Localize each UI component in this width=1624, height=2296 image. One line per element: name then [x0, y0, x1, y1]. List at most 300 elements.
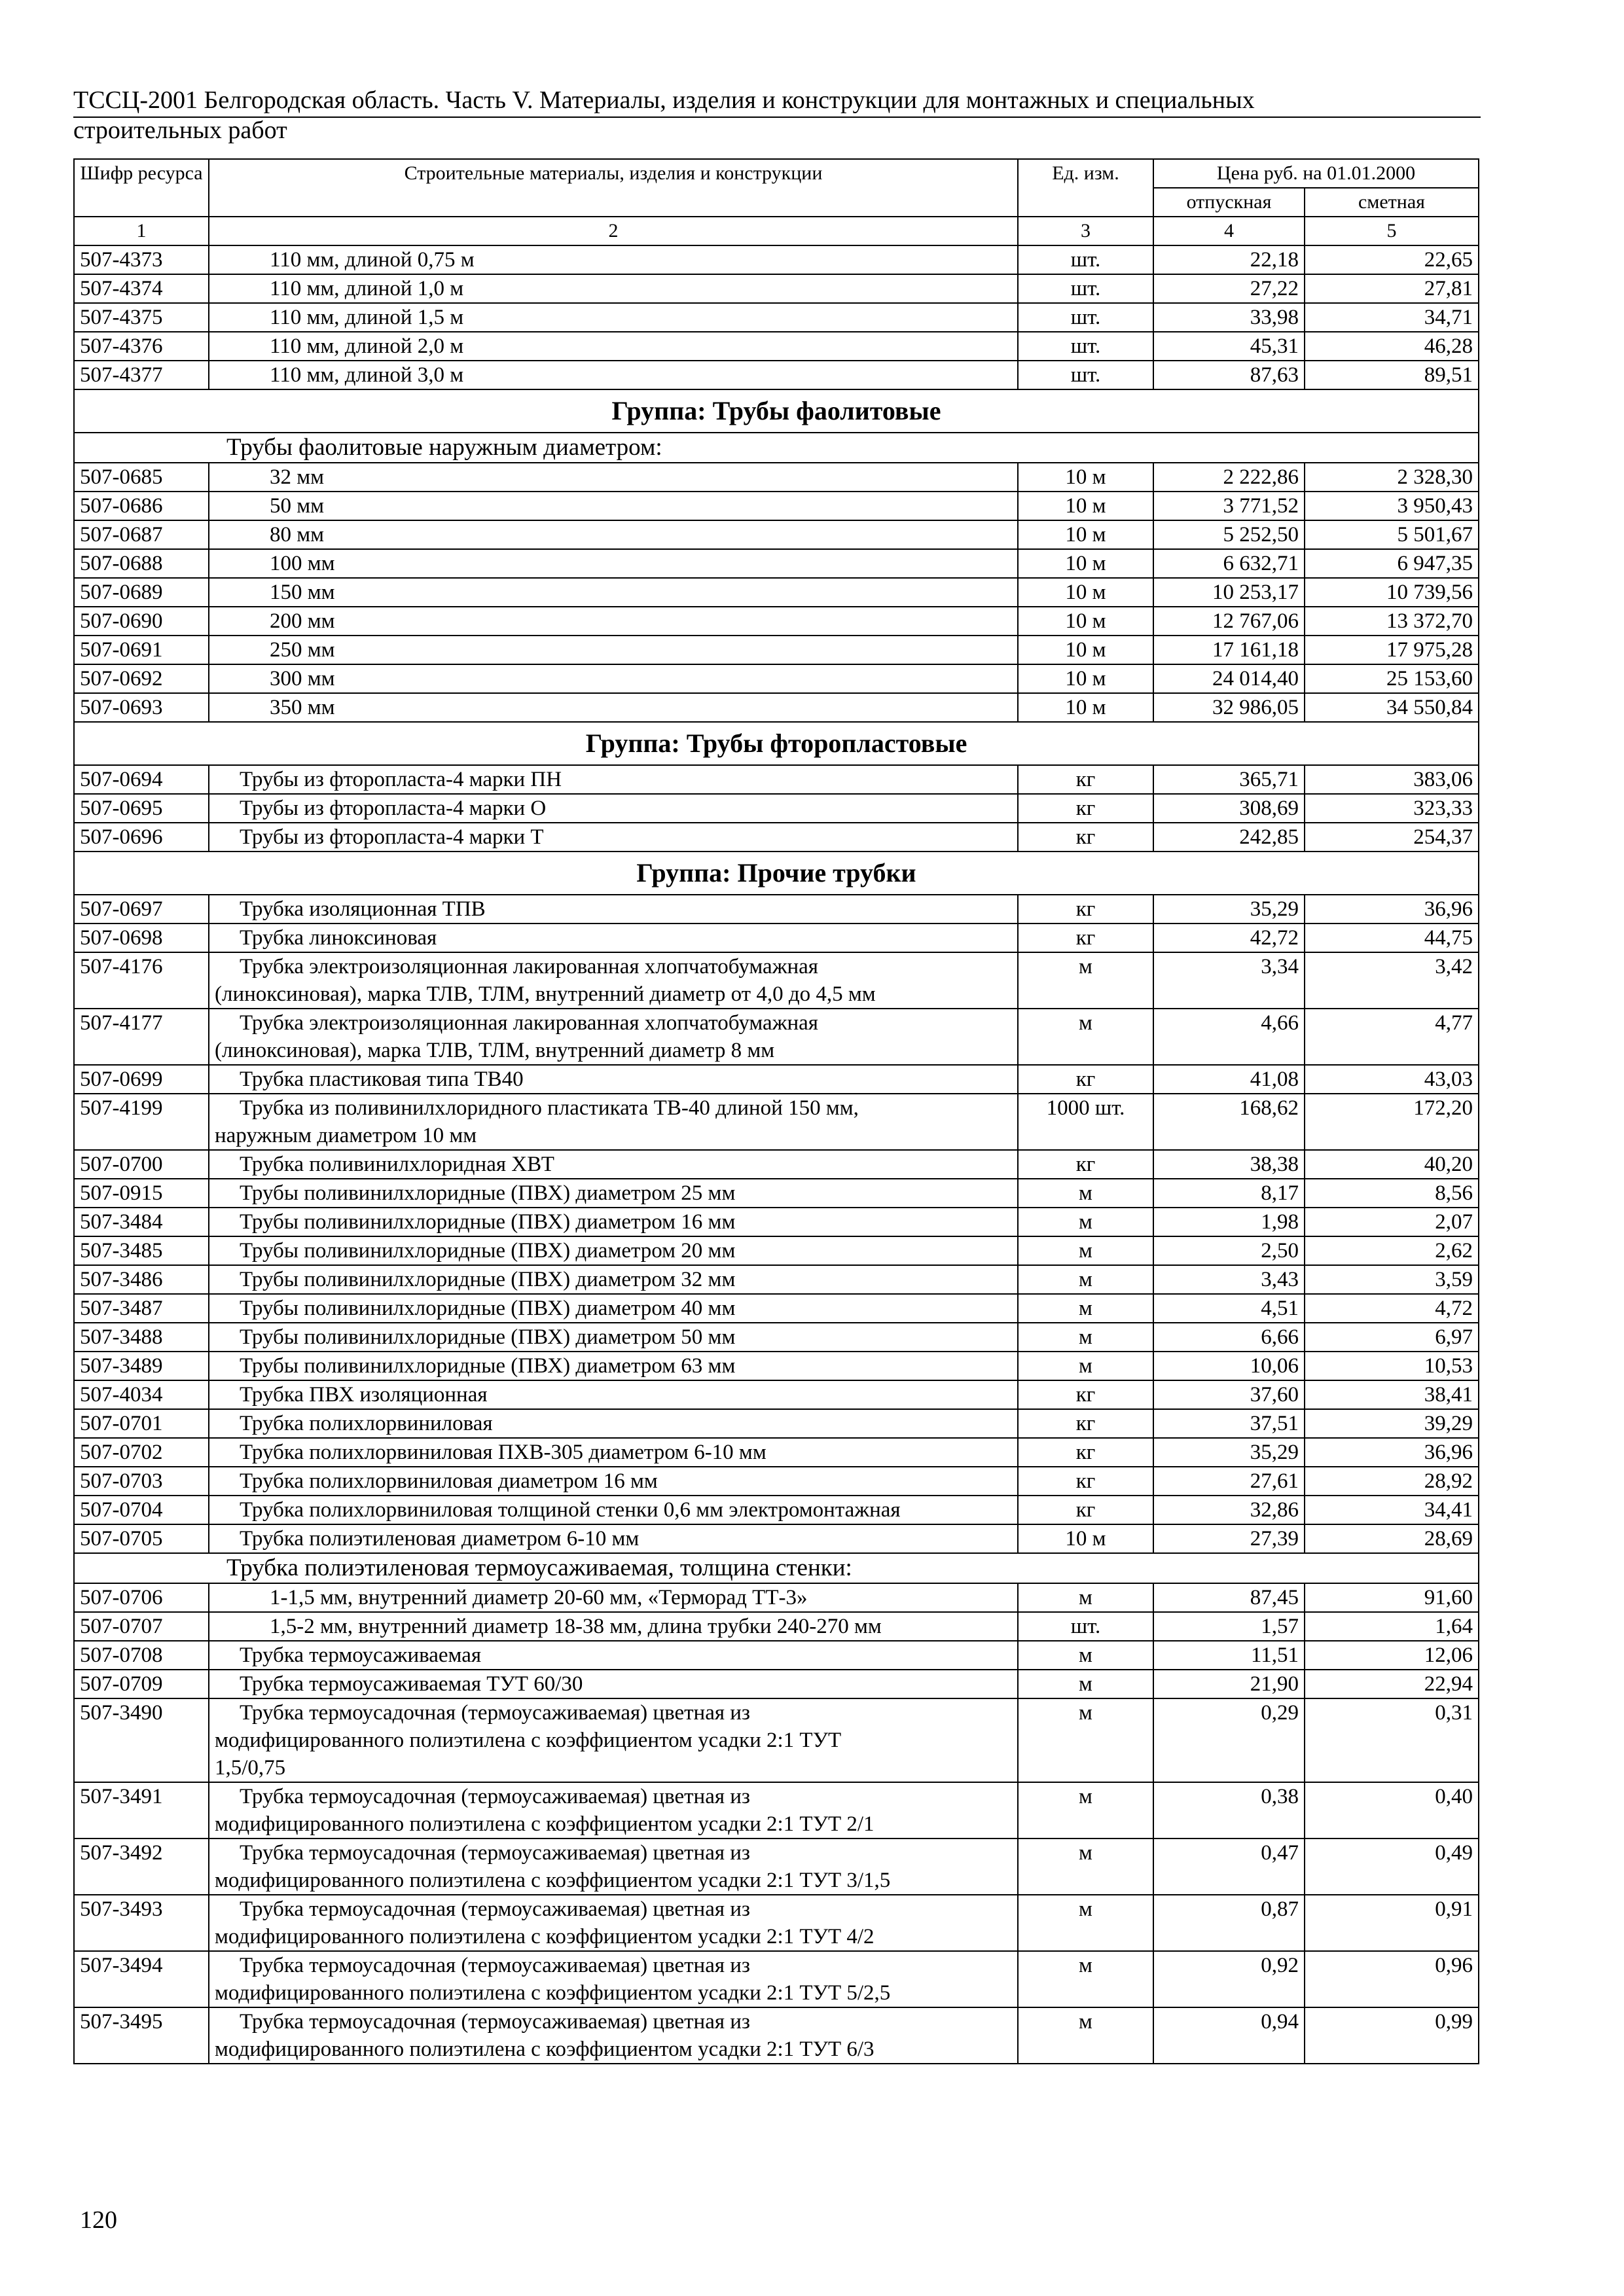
cell-name-line1: Трубы поливинилхлоридные (ПВХ) диаметром 63 мм	[240, 1354, 736, 1378]
cell-unit: кг	[1018, 1380, 1153, 1409]
table-row	[74, 361, 1479, 389]
group-row	[74, 389, 1479, 433]
cell-unit: кг	[1018, 1496, 1153, 1524]
cell-code: 507-4375	[74, 303, 209, 332]
cell-code: 507-0701	[74, 1409, 209, 1438]
cell-price-release: 0,94	[1153, 2007, 1305, 2064]
cell-price-release: 0,92	[1153, 1951, 1305, 2007]
cell-name	[209, 578, 1018, 607]
cell-name-line1: 80 мм	[270, 523, 325, 547]
table-row	[74, 1179, 1479, 1208]
table-row	[74, 1065, 1479, 1094]
col-header-code: Шифр ресурса	[74, 159, 209, 217]
cell-unit: м	[1018, 1670, 1153, 1698]
cell-price-estimate: 172,20	[1305, 1094, 1479, 1150]
cell-name-line1: Трубка термоусадочная (термоусаживаемая) цветная из	[240, 1954, 750, 1977]
cell-name	[209, 332, 1018, 361]
cell-price-estimate: 10,53	[1305, 1352, 1479, 1380]
col-header-estimate: сметная	[1305, 188, 1479, 217]
cell-name-line1: 150 мм	[270, 581, 335, 604]
cell-name	[209, 765, 1018, 794]
cell-code: 507-0688	[74, 549, 209, 578]
cell-price-release: 1,57	[1153, 1612, 1305, 1641]
cell-name-line1: Трубы поливинилхлоридные (ПВХ) диаметром 16 мм	[240, 1210, 736, 1234]
cell-price-estimate: 4,72	[1305, 1294, 1479, 1323]
cell-name-line1: 1,5-2 мм, внутренний диаметр 18-38 мм, длина трубки 240-270 мм	[270, 1615, 882, 1638]
cell-unit: м	[1018, 1839, 1153, 1895]
cell-price-release: 6 632,71	[1153, 549, 1305, 578]
cell-name-line1: Трубы поливинилхлоридные (ПВХ) диаметром 20 мм	[240, 1239, 736, 1263]
col-header-name: Строительные материалы, изделия и конструкции	[209, 159, 1018, 217]
cell-code: 507-0707	[74, 1612, 209, 1641]
cell-name	[209, 274, 1018, 303]
table-row	[74, 1265, 1479, 1294]
cell-unit: кг	[1018, 1438, 1153, 1467]
cell-unit: кг	[1018, 1150, 1153, 1179]
cell-unit: м	[1018, 1265, 1153, 1294]
cell-code: 507-4176	[74, 952, 209, 1009]
cell-code: 507-4376	[74, 332, 209, 361]
cell-name-line1: Трубы из фторопласта-4 марки О	[240, 797, 547, 820]
cell-code: 507-3488	[74, 1323, 209, 1352]
cell-price-release: 35,29	[1153, 1438, 1305, 1467]
table-row	[74, 1524, 1479, 1553]
cell-price-release: 10 253,17	[1153, 578, 1305, 607]
cell-name	[209, 1236, 1018, 1265]
cell-name-line1: 110 мм, длиной 3,0 м	[270, 363, 464, 387]
cell-name	[209, 1524, 1018, 1553]
cell-name-line1: Трубка электроизоляционная лакированная хлопчатобумажная	[240, 1011, 818, 1035]
cell-price-release: 1,98	[1153, 1208, 1305, 1236]
cell-code: 507-4377	[74, 361, 209, 389]
cell-unit: м	[1018, 1236, 1153, 1265]
cell-code: 507-0704	[74, 1496, 209, 1524]
cell-code: 507-0702	[74, 1438, 209, 1467]
cell-name-line1: Трубка поливинилхлоридная ХВТ	[240, 1153, 554, 1176]
cell-code: 507-0689	[74, 578, 209, 607]
table-body	[74, 245, 1479, 2064]
cell-name	[209, 1612, 1018, 1641]
cell-code: 507-0685	[74, 463, 209, 492]
cell-price-release: 27,39	[1153, 1524, 1305, 1553]
table-row	[74, 492, 1479, 520]
table-row	[74, 924, 1479, 952]
cell-price-estimate: 4,77	[1305, 1009, 1479, 1065]
cell-name	[209, 492, 1018, 520]
cell-price-estimate: 2 328,30	[1305, 463, 1479, 492]
cell-price-estimate: 13 372,70	[1305, 607, 1479, 636]
cell-name	[209, 924, 1018, 952]
cell-code: 507-3485	[74, 1236, 209, 1265]
cell-unit: шт.	[1018, 303, 1153, 332]
cell-code: 507-0708	[74, 1641, 209, 1670]
cell-price-estimate: 383,06	[1305, 765, 1479, 794]
table-row	[74, 303, 1479, 332]
cell-price-release: 5 252,50	[1153, 520, 1305, 549]
cell-price-release: 24 014,40	[1153, 664, 1305, 693]
cell-unit: шт.	[1018, 274, 1153, 303]
cell-unit: кг	[1018, 924, 1153, 952]
cell-unit: м	[1018, 1698, 1153, 1782]
cell-price-estimate: 46,28	[1305, 332, 1479, 361]
cell-name-name2: модифицированного полиэтилена с коэффициентом усадки 2:1 ТУТ	[215, 1729, 842, 1752]
price-table	[73, 158, 1479, 2064]
cell-unit: кг	[1018, 895, 1153, 924]
cell-price-release: 3 771,52	[1153, 492, 1305, 520]
cell-name	[209, 1438, 1018, 1467]
cell-unit: 10 м	[1018, 1524, 1153, 1553]
table-row	[74, 1352, 1479, 1380]
cell-code: 507-4034	[74, 1380, 209, 1409]
cell-code: 507-0691	[74, 636, 209, 664]
cell-name	[209, 1839, 1018, 1895]
cell-name	[209, 1670, 1018, 1698]
cell-price-estimate: 17 975,28	[1305, 636, 1479, 664]
cell-name	[209, 1352, 1018, 1380]
cell-unit: м	[1018, 1009, 1153, 1065]
cell-code: 507-0699	[74, 1065, 209, 1094]
cell-name-line1: Трубка полихлорвиниловая ПХВ-305 диаметром 6-10 мм	[240, 1441, 767, 1464]
cell-price-estimate: 39,29	[1305, 1409, 1479, 1438]
cell-code: 507-3487	[74, 1294, 209, 1323]
cell-price-estimate: 36,96	[1305, 1438, 1479, 1467]
cell-name-line1: Трубы поливинилхлоридные (ПВХ) диаметром 50 мм	[240, 1325, 736, 1349]
table-row	[74, 332, 1479, 361]
table-row	[74, 463, 1479, 492]
cell-name-name2: модифицированного полиэтилена с коэффициентом усадки 2:1 ТУТ 2/1	[215, 1812, 875, 1836]
table-row	[74, 1467, 1479, 1496]
group-title: Группа: Трубы фаолитовые	[74, 389, 1479, 433]
cell-price-release: 168,62	[1153, 1094, 1305, 1150]
cell-code: 507-0695	[74, 794, 209, 823]
cell-price-release: 365,71	[1153, 765, 1305, 794]
cell-name-line1: Трубка термоусаживаемая	[240, 1643, 482, 1667]
cell-price-estimate: 323,33	[1305, 794, 1479, 823]
cell-name-name2: наружным диаметром 10 мм	[215, 1124, 477, 1147]
cell-price-release: 32,86	[1153, 1496, 1305, 1524]
cell-name-line1: Трубка электроизоляционная лакированная хлопчатобумажная	[240, 955, 818, 978]
header-title-line2: строительных работ	[73, 117, 287, 144]
cell-price-estimate: 28,69	[1305, 1524, 1479, 1553]
cell-name	[209, 1782, 1018, 1839]
cell-name	[209, 607, 1018, 636]
subgroup-row	[74, 1553, 1479, 1583]
cell-unit: м	[1018, 1294, 1153, 1323]
col-number-1: 1	[74, 217, 209, 245]
cell-unit: 10 м	[1018, 693, 1153, 722]
table-row	[74, 1438, 1479, 1467]
cell-name	[209, 1496, 1018, 1524]
cell-name	[209, 1409, 1018, 1438]
cell-name-line1: 110 мм, длиной 2,0 м	[270, 334, 464, 358]
cell-unit: м	[1018, 2007, 1153, 2064]
cell-code: 507-0706	[74, 1583, 209, 1612]
cell-price-estimate: 25 153,60	[1305, 664, 1479, 693]
table-row	[74, 578, 1479, 607]
cell-code: 507-3494	[74, 1951, 209, 2007]
col-number-4: 4	[1153, 217, 1305, 245]
cell-name-line1: Трубка ПВХ изоляционная	[240, 1383, 488, 1407]
cell-code: 507-4374	[74, 274, 209, 303]
cell-name-line1: Трубка из поливинилхлоридного пластиката ТВ-40 длиной 150 мм,	[240, 1096, 859, 1120]
cell-unit: шт.	[1018, 1612, 1153, 1641]
cell-name-line1: Трубы из фторопласта-4 марки Т	[240, 825, 544, 849]
cell-name-line1: 200 мм	[270, 609, 335, 633]
table-row	[74, 1009, 1479, 1065]
cell-price-estimate: 0,49	[1305, 1839, 1479, 1895]
cell-price-release: 2 222,86	[1153, 463, 1305, 492]
cell-name	[209, 1179, 1018, 1208]
cell-unit: 10 м	[1018, 578, 1153, 607]
cell-price-release: 11,51	[1153, 1641, 1305, 1670]
cell-price-estimate: 0,31	[1305, 1698, 1479, 1782]
page-number: 120	[80, 2206, 117, 2234]
cell-name	[209, 1583, 1018, 1612]
col-header-unit: Ед. изм.	[1018, 159, 1153, 217]
group-title: Группа: Трубы фторопластовые	[74, 722, 1479, 765]
cell-price-release: 0,47	[1153, 1839, 1305, 1895]
cell-price-estimate: 34 550,84	[1305, 693, 1479, 722]
cell-code: 507-0687	[74, 520, 209, 549]
col-number-5: 5	[1305, 217, 1479, 245]
header-rule	[73, 117, 1481, 118]
table-row	[74, 895, 1479, 924]
table-row	[74, 245, 1479, 274]
cell-name	[209, 549, 1018, 578]
cell-unit: 10 м	[1018, 664, 1153, 693]
cell-name	[209, 1323, 1018, 1352]
cell-name-name2: (линоксиновая), марка ТЛВ, ТЛМ, внутренний диаметр 8 мм	[215, 1039, 775, 1062]
cell-price-release: 38,38	[1153, 1150, 1305, 1179]
cell-name	[209, 895, 1018, 924]
cell-unit: кг	[1018, 1065, 1153, 1094]
cell-code: 507-0696	[74, 823, 209, 852]
cell-price-release: 87,63	[1153, 361, 1305, 389]
cell-name	[209, 1467, 1018, 1496]
cell-name	[209, 303, 1018, 332]
cell-price-estimate: 2,07	[1305, 1208, 1479, 1236]
cell-name	[209, 1094, 1018, 1150]
cell-name-line1: Трубка линоксиновая	[240, 926, 437, 950]
table-row	[74, 823, 1479, 852]
cell-price-release: 10,06	[1153, 1352, 1305, 1380]
cell-name-line1: 50 мм	[270, 494, 325, 518]
cell-price-release: 87,45	[1153, 1583, 1305, 1612]
cell-code: 507-3492	[74, 1839, 209, 1895]
table-row	[74, 1409, 1479, 1438]
cell-name	[209, 2007, 1018, 2064]
cell-price-release: 41,08	[1153, 1065, 1305, 1094]
cell-name-line1: Трубка термоусадочная (термоусаживаемая) цветная из	[240, 1785, 750, 1808]
cell-name-line1: Трубка полихлорвиниловая диаметром 16 мм	[240, 1469, 658, 1493]
cell-price-release: 45,31	[1153, 332, 1305, 361]
cell-price-estimate: 8,56	[1305, 1179, 1479, 1208]
cell-name-line1: Трубка термоусаживаемая ТУТ 60/30	[240, 1672, 583, 1696]
cell-name-name2: модифицированного полиэтилена с коэффициентом усадки 2:1 ТУТ 6/3	[215, 2037, 875, 2061]
cell-name	[209, 361, 1018, 389]
cell-price-release: 2,50	[1153, 1236, 1305, 1265]
cell-price-release: 32 986,05	[1153, 693, 1305, 722]
cell-price-estimate: 22,94	[1305, 1670, 1479, 1698]
table-row	[74, 2007, 1479, 2064]
cell-unit: м	[1018, 1951, 1153, 2007]
cell-name-line1: 110 мм, длиной 1,0 м	[270, 277, 464, 300]
cell-code: 507-0690	[74, 607, 209, 636]
cell-unit: м	[1018, 1583, 1153, 1612]
cell-unit: м	[1018, 1895, 1153, 1951]
table-row	[74, 693, 1479, 722]
cell-price-estimate: 44,75	[1305, 924, 1479, 952]
cell-unit: кг	[1018, 765, 1153, 794]
cell-unit: м	[1018, 1323, 1153, 1352]
table-head	[74, 159, 1479, 245]
cell-name-line1: Трубка термоусадочная (термоусаживаемая) цветная из	[240, 1701, 750, 1725]
table-row	[74, 1670, 1479, 1698]
cell-name	[209, 1294, 1018, 1323]
cell-name	[209, 664, 1018, 693]
cell-price-release: 4,66	[1153, 1009, 1305, 1065]
cell-name-name2: модифицированного полиэтилена с коэффициентом усадки 2:1 ТУТ 5/2,5	[215, 1981, 891, 2005]
cell-price-estimate: 36,96	[1305, 895, 1479, 924]
cell-name	[209, 1065, 1018, 1094]
cell-price-release: 0,29	[1153, 1698, 1305, 1782]
cell-price-release: 12 767,06	[1153, 607, 1305, 636]
table-row	[74, 1698, 1479, 1782]
group-row	[74, 852, 1479, 895]
cell-name-line1: 110 мм, длиной 1,5 м	[270, 306, 464, 329]
table-row	[74, 1839, 1479, 1895]
cell-price-estimate: 3,42	[1305, 952, 1479, 1009]
table-row	[74, 1612, 1479, 1641]
cell-code: 507-4373	[74, 245, 209, 274]
cell-unit: кг	[1018, 1467, 1153, 1496]
cell-name-line1: Трубка термоусадочная (термоусаживаемая) цветная из	[240, 1897, 750, 1921]
cell-name-name2: (линоксиновая), марка ТЛВ, ТЛМ, внутренний диаметр от 4,0 до 4,5 мм	[215, 982, 876, 1006]
cell-code: 507-3493	[74, 1895, 209, 1951]
cell-price-release: 6,66	[1153, 1323, 1305, 1352]
cell-price-estimate: 22,65	[1305, 245, 1479, 274]
cell-unit: 10 м	[1018, 463, 1153, 492]
cell-price-release: 0,38	[1153, 1782, 1305, 1839]
cell-price-release: 4,51	[1153, 1294, 1305, 1323]
table-row	[74, 1094, 1479, 1150]
cell-name-line1: 300 мм	[270, 667, 335, 691]
table-row	[74, 1583, 1479, 1612]
cell-price-release: 8,17	[1153, 1179, 1305, 1208]
subgroup-title: Трубы фаолитовые наружным диаметром:	[74, 433, 1479, 463]
cell-name-name2: модифицированного полиэтилена с коэффициентом усадки 2:1 ТУТ 3/1,5	[215, 1869, 891, 1892]
table-row	[74, 1496, 1479, 1524]
cell-name	[209, 463, 1018, 492]
cell-price-release: 37,51	[1153, 1409, 1305, 1438]
table-row	[74, 1895, 1479, 1951]
cell-code: 507-0694	[74, 765, 209, 794]
cell-code: 507-0703	[74, 1467, 209, 1496]
cell-price-estimate: 0,99	[1305, 2007, 1479, 2064]
table-row	[74, 952, 1479, 1009]
table-row	[74, 1782, 1479, 1839]
cell-name	[209, 520, 1018, 549]
cell-name	[209, 1951, 1018, 2007]
cell-unit: кг	[1018, 794, 1153, 823]
cell-code: 507-0705	[74, 1524, 209, 1553]
cell-name-name2: модифицированного полиэтилена с коэффициентом усадки 2:1 ТУТ 4/2	[215, 1925, 875, 1948]
cell-price-estimate: 91,60	[1305, 1583, 1479, 1612]
cell-unit: кг	[1018, 823, 1153, 852]
table-row	[74, 274, 1479, 303]
cell-code: 507-4199	[74, 1094, 209, 1150]
cell-unit: 1000 шт.	[1018, 1094, 1153, 1150]
subgroup-row	[74, 433, 1479, 463]
cell-price-estimate: 10 739,56	[1305, 578, 1479, 607]
group-row	[74, 722, 1479, 765]
cell-name-line1: Трубы поливинилхлоридные (ПВХ) диаметром 32 мм	[240, 1268, 736, 1291]
cell-name-line1: 110 мм, длиной 0,75 м	[270, 248, 475, 272]
table-row	[74, 1380, 1479, 1409]
cell-code: 507-3490	[74, 1698, 209, 1782]
cell-code: 507-0692	[74, 664, 209, 693]
cell-code: 507-0697	[74, 895, 209, 924]
cell-unit: м	[1018, 952, 1153, 1009]
cell-name-line1: Трубка пластиковая типа ТВ40	[240, 1067, 524, 1091]
cell-code: 507-3491	[74, 1782, 209, 1839]
cell-name-line1: 250 мм	[270, 638, 335, 662]
cell-name-name3: 1,5/0,75	[215, 1756, 286, 1780]
cell-price-release: 0,87	[1153, 1895, 1305, 1951]
table-row	[74, 1150, 1479, 1179]
cell-name	[209, 823, 1018, 852]
cell-name-line1: Трубы поливинилхлоридные (ПВХ) диаметром 40 мм	[240, 1297, 736, 1320]
cell-price-release: 308,69	[1153, 794, 1305, 823]
cell-price-estimate: 12,06	[1305, 1641, 1479, 1670]
cell-name	[209, 636, 1018, 664]
cell-unit: м	[1018, 1208, 1153, 1236]
cell-price-estimate: 5 501,67	[1305, 520, 1479, 549]
cell-unit: кг	[1018, 1409, 1153, 1438]
cell-name	[209, 952, 1018, 1009]
cell-name-line1: 1-1,5 мм, внутренний диаметр 20-60 мм, «Терморад ТТ-3»	[270, 1586, 808, 1609]
table-row	[74, 1294, 1479, 1323]
table-row	[74, 607, 1479, 636]
cell-name	[209, 794, 1018, 823]
cell-name-line1: Трубка термоусадочная (термоусаживаемая) цветная из	[240, 1841, 750, 1865]
cell-name-line1: Трубы поливинилхлоридные (ПВХ) диаметром 25 мм	[240, 1181, 736, 1205]
cell-price-release: 33,98	[1153, 303, 1305, 332]
cell-name-line1: Трубы из фторопласта-4 марки ПН	[240, 768, 562, 791]
col-header-price: Цена руб. на 01.01.2000	[1153, 159, 1479, 188]
cell-code: 507-0700	[74, 1150, 209, 1179]
cell-unit: 10 м	[1018, 520, 1153, 549]
cell-price-estimate: 2,62	[1305, 1236, 1479, 1265]
table-row	[74, 1641, 1479, 1670]
col-number-3: 3	[1018, 217, 1153, 245]
cell-price-release: 242,85	[1153, 823, 1305, 852]
cell-price-release: 22,18	[1153, 245, 1305, 274]
cell-code: 507-3486	[74, 1265, 209, 1294]
cell-price-release: 17 161,18	[1153, 636, 1305, 664]
cell-name-line1: 32 мм	[270, 465, 325, 489]
table-row	[74, 1208, 1479, 1236]
cell-name	[209, 1895, 1018, 1951]
cell-price-estimate: 3,59	[1305, 1265, 1479, 1294]
cell-code: 507-3484	[74, 1208, 209, 1236]
cell-price-estimate: 6 947,35	[1305, 549, 1479, 578]
cell-name-line1: Трубка термоусадочная (термоусаживаемая) цветная из	[240, 2010, 750, 2034]
cell-unit: м	[1018, 1782, 1153, 1839]
table-row	[74, 549, 1479, 578]
cell-code: 507-0698	[74, 924, 209, 952]
cell-price-estimate: 0,91	[1305, 1895, 1479, 1951]
